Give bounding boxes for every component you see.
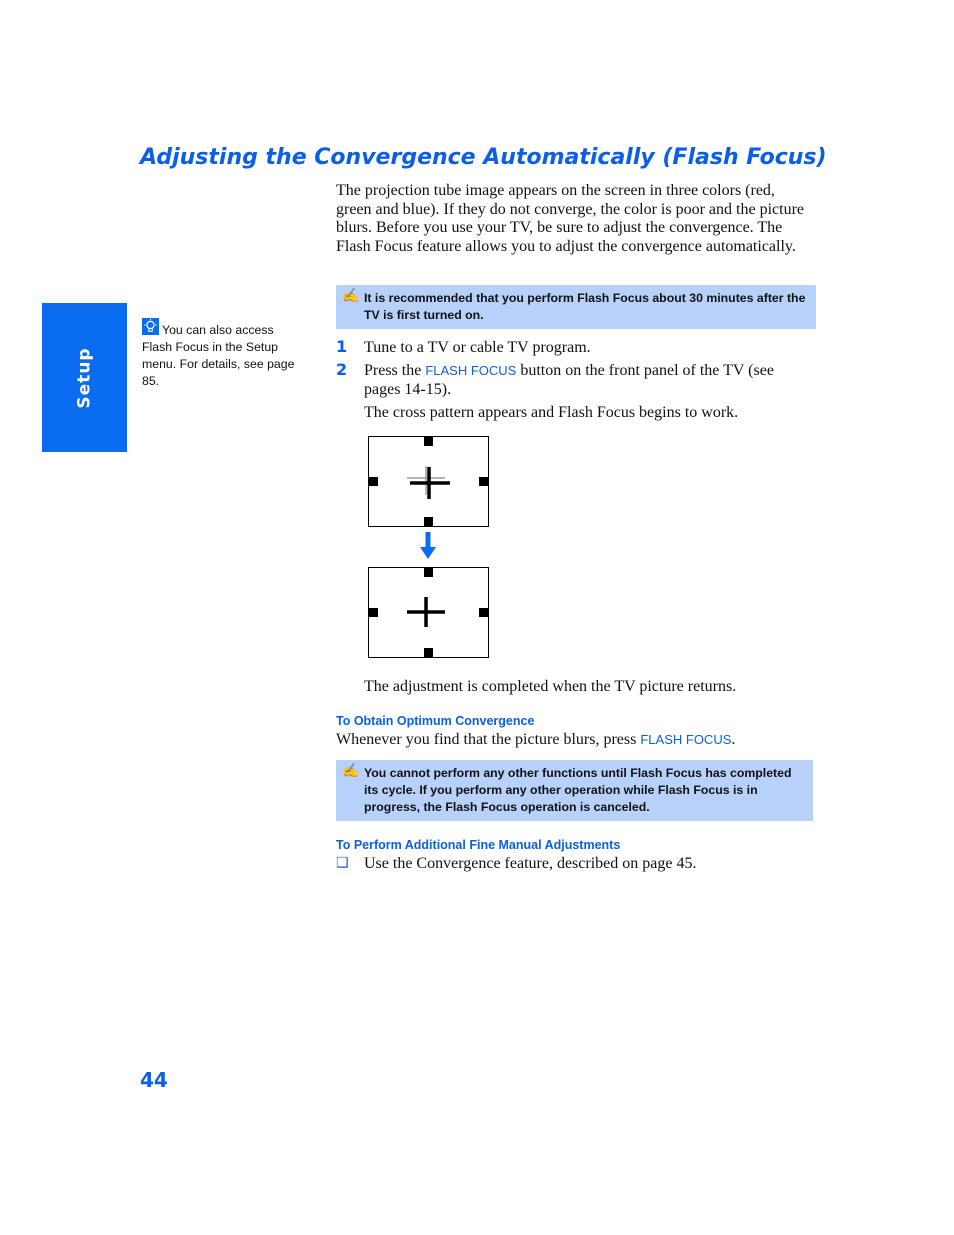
lightbulb-icon bbox=[142, 318, 159, 335]
fine-adjustments-text: Use the Convergence feature, described on page 45. bbox=[364, 855, 697, 872]
step-2-subtext: The cross pattern appears and Flash Focus begins to work. bbox=[364, 404, 739, 421]
flash-focus-button-label: FLASH FOCUS bbox=[640, 732, 732, 747]
optimum-heading: To Obtain Optimum Convergence bbox=[336, 714, 535, 728]
note-box-warning bbox=[336, 760, 813, 821]
step-number-1: 1 bbox=[336, 337, 348, 356]
tv-screen-after bbox=[368, 567, 489, 658]
step-number-2: 2 bbox=[336, 360, 348, 379]
page-title: Adjusting the Convergence Automatically (Flash Focus) bbox=[140, 145, 827, 170]
down-arrow-icon bbox=[419, 532, 437, 565]
completion-text: The adjustment is completed when the TV picture returns. bbox=[364, 678, 737, 695]
tv-screen-before bbox=[368, 436, 489, 527]
tip-text: You can also access Flash Focus in the Setup menu. For details, see page 85. bbox=[142, 323, 295, 388]
margin-tip bbox=[142, 322, 302, 390]
step-1-text: Tune to a TV or cable TV program. bbox=[364, 339, 591, 356]
pencil-note-icon: ✍ bbox=[342, 762, 360, 778]
fine-adjustments-heading: To Perform Additional Fine Manual Adjustments bbox=[336, 838, 621, 852]
side-tab-label: Setup bbox=[74, 346, 95, 409]
optimum-text-after: . bbox=[731, 731, 736, 748]
page-number: 44 bbox=[140, 1068, 168, 1092]
converged-cross-icon bbox=[407, 597, 445, 627]
step-2-text-before: Press the bbox=[364, 362, 422, 379]
note-box-recommendation bbox=[336, 285, 816, 329]
flash-focus-button-label: FLASH FOCUS bbox=[425, 363, 517, 378]
misconverged-cross-icon bbox=[407, 466, 450, 499]
note-text: It is recommended that you perform Flash Focus about 30 minutes after the TV is first turned on. bbox=[364, 291, 806, 322]
step-2-text-after: button on the front panel of the TV (see pages 14-15). bbox=[364, 362, 774, 398]
intro-paragraph: The projection tube image appears on the screen in three colors (red, green and blue). If they do not converge, the color is poor and the picture blurs. Before you use your TV, be sure to adjust the convergence. The Flash Focus feature allows you to adjust the convergence automatically. bbox=[336, 182, 804, 255]
side-section-tab bbox=[42, 303, 127, 452]
note-text: You cannot perform any other functions until Flash Focus has completed its cycle. If you perform any other operation while Flash Focus is in progress, the Flash Focus operation is canceled. bbox=[364, 766, 792, 814]
pencil-note-icon: ✍ bbox=[342, 287, 360, 303]
optimum-text-before: Whenever you find that the picture blurs, press bbox=[336, 731, 637, 748]
checkbox-bullet-icon: ❑ bbox=[336, 855, 349, 871]
step-2-text bbox=[364, 362, 794, 399]
optimum-text bbox=[336, 731, 735, 750]
